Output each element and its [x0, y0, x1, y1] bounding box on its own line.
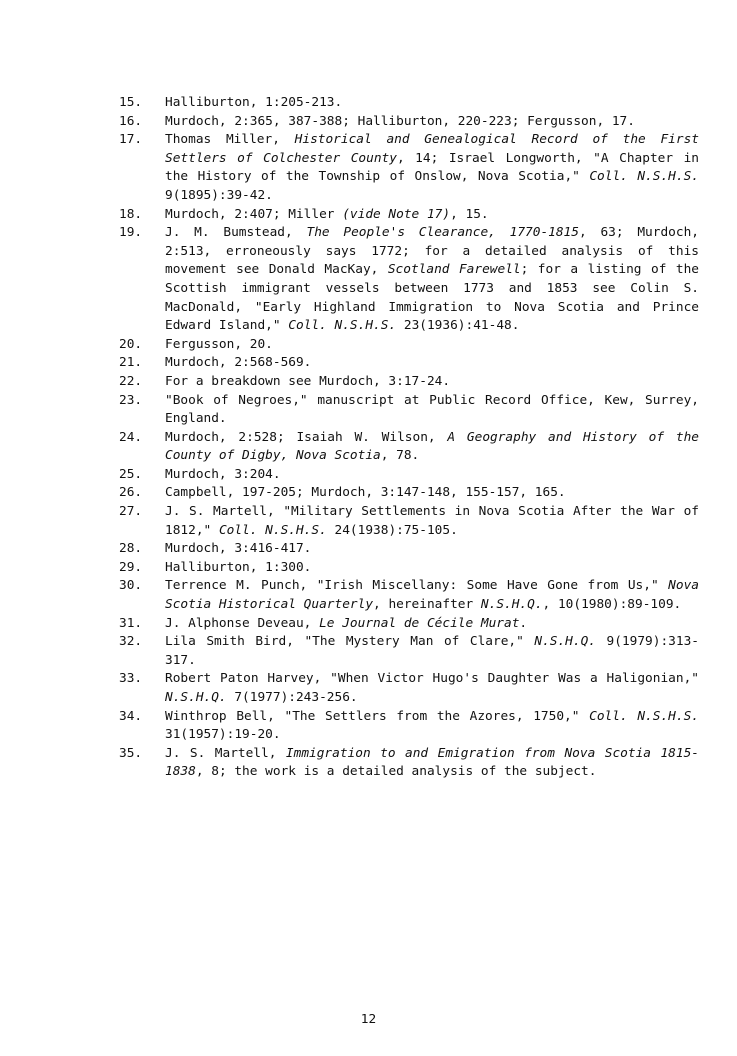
endnote-number: 23.: [119, 392, 143, 408]
endnote-text: [165, 503, 699, 540]
endnote-number: 21.: [119, 355, 143, 371]
endnote-item: [119, 484, 699, 503]
endnote-item: [119, 670, 699, 707]
italic-title: N.S.H.Q.: [534, 634, 596, 650]
endnote-text: [165, 559, 699, 578]
italic-title: Immigration to and Emigration from Nova Scotia 1815-1838: [165, 745, 699, 780]
italic-title: N.S.H.Q.: [480, 597, 543, 613]
citation-text: Murdoch, 2:568-569.: [165, 355, 312, 371]
endnote-number: 25.: [119, 466, 143, 482]
citation-text: J. S. Martell, "Military Settlements in Nova Scotia After the War of 1812,": [165, 504, 699, 538]
endnote-number: 34.: [119, 708, 143, 724]
citation-text: 24(1938):75-105.: [326, 522, 458, 538]
citation-text: Thomas Miller,: [165, 132, 295, 148]
endnote-text: [165, 336, 699, 355]
italic-title: Coll. N.S.H.S.: [589, 708, 699, 724]
endnote-number: 28.: [119, 541, 143, 557]
endnote-item: [119, 559, 699, 578]
citation-text: Terrence M. Punch, "Irish Miscellany: Some Have Gone from Us,": [165, 578, 669, 594]
endnote-number: 19.: [119, 225, 143, 241]
endnote-text: [165, 670, 699, 707]
endnote-number: 35.: [119, 745, 143, 761]
citation-text: Winthrop Bell, "The Settlers from the Azores, 1750,": [165, 708, 590, 724]
italic-title: A Geography and History of the County of Digby, Nova Scotia: [165, 429, 699, 464]
citation-text: J. Alphonse Deveau,: [165, 615, 320, 631]
citation-text: Murdoch, 2:407; Miller: [165, 206, 343, 222]
endnote-text: [165, 540, 699, 559]
endnote-text: [165, 466, 699, 485]
endnote-number: 29.: [119, 559, 143, 575]
endnote-item: [119, 336, 699, 355]
italic-title: Le Journal de Cécile Murat: [319, 615, 520, 631]
citation-text: "Book of Negroes," manuscript at Public Record Office, Kew, Surrey, England.: [165, 392, 699, 427]
endnote-number: 22.: [119, 373, 143, 389]
endnote-item: [119, 615, 699, 634]
citation-text: 31(1957):19-20.: [165, 727, 281, 743]
endnote-item: [119, 633, 699, 670]
endnote-number: 15.: [119, 95, 143, 110]
endnote-text: [165, 615, 699, 634]
citation-text: , 8; the work is a detailed analysis of the subject.: [195, 764, 597, 780]
citation-text: Campbell, 197-205; Murdoch, 3:147-148, 155-157, 165.: [165, 485, 566, 501]
endnote-item: [119, 206, 699, 225]
endnote-item: [119, 224, 699, 336]
endnote-number: 26.: [119, 485, 143, 501]
page-number: 12: [360, 1012, 377, 1027]
endnote-text: [165, 113, 699, 132]
endnote-item: [119, 540, 699, 559]
endnote-text: [165, 392, 699, 429]
endnote-text: [165, 429, 699, 466]
endnotes-list: [119, 94, 699, 782]
endnote-number: 16.: [119, 113, 143, 129]
citation-text: Murdoch, 2:365, 387-388; Halliburton, 220-223; Fergusson, 17.: [165, 113, 635, 129]
italic-title: N.S.H.Q.: [165, 690, 227, 705]
citation-text: Murdoch, 3:204.: [165, 466, 281, 482]
citation-text: 23(1936):41-48.: [396, 318, 520, 334]
citation-text: , 78.: [380, 448, 420, 464]
endnote-item: [119, 745, 699, 782]
endnote-text: [165, 354, 699, 373]
citation-text: Murdoch, 3:416-417.: [165, 541, 312, 557]
citation-text: Fergusson, 20.: [165, 336, 273, 352]
endnote-text: [165, 131, 699, 205]
endnote-item: [119, 392, 699, 429]
endnote-number: 20.: [119, 336, 143, 352]
italic-title: The People's Clearance, 1770-1815: [306, 225, 579, 241]
italic-title: (vide Note 17): [342, 206, 451, 222]
citation-text: Halliburton, 1:205-213.: [165, 95, 343, 110]
citation-text: J. M. Bumstead,: [165, 225, 307, 241]
citation-text: , hereinafter: [373, 597, 481, 613]
endnote-number: 18.: [119, 206, 143, 222]
citation-text: , 14; Israel Longworth, "A Chapter in the History of the Township of Onslow, Nova Scotia,": [165, 150, 699, 185]
endnote-number: 31.: [119, 615, 143, 631]
citation-text: Halliburton, 1:300.: [165, 559, 312, 575]
endnote-text: [165, 484, 699, 503]
endnote-text: [165, 708, 699, 745]
italic-title: Coll. N.S.H.S.: [288, 318, 397, 334]
endnote-text: [165, 745, 699, 782]
citation-text: , 63; Murdoch, 2:513, erroneously says 1772; for a detailed analysis of this movement see Donald MacKay,: [165, 225, 699, 278]
endnote-item: [119, 503, 699, 540]
endnote-item: [119, 373, 699, 392]
endnote-item: [119, 429, 699, 466]
endnote-item: [119, 708, 699, 745]
citation-text: ; for a listing of the Scottish immigrant vessels between 1773 and 1853 see Colin S. MacDonald, "Early Highland Immigration to Nova Scotia and Prince Edward Island,": [165, 262, 699, 334]
endnote-text: [165, 633, 699, 670]
citation-text: J. S. Martell,: [165, 745, 286, 761]
citation-text: Robert Paton Harvey, "When Victor Hugo's Daughter Was a Haligonian,": [165, 671, 699, 687]
italic-title: Historical and Genealogical Record of the First Settlers of Colchester County: [165, 132, 699, 166]
citation-text: .: [519, 615, 528, 631]
endnote-number: 33.: [119, 671, 143, 687]
citation-text: 7(1977):243-256.: [226, 690, 358, 705]
endnote-number: 17.: [119, 132, 143, 148]
endnote-text: [165, 94, 699, 113]
italic-title: Nova Scotia Historical Quarterly: [165, 578, 699, 613]
endnote-item: [119, 466, 699, 485]
citation-text: Murdoch, 2:528; Isaiah W. Wilson,: [165, 429, 448, 445]
endnote-number: 30.: [119, 578, 143, 594]
citation-text: , 10(1980):89-109.: [542, 597, 682, 613]
endnote-item: [119, 577, 699, 614]
citation-text: , 15.: [450, 206, 489, 222]
italic-title: Coll. N.S.H.S.: [589, 169, 699, 185]
endnote-item: [119, 131, 699, 205]
citation-text: Lila Smith Bird, "The Mystery Man of Clare,": [165, 634, 535, 650]
citation-text: For a breakdown see Murdoch, 3:17-24.: [165, 373, 451, 389]
endnote-item: [119, 354, 699, 373]
endnote-item: [119, 113, 699, 132]
citation-text: 9(1895):39-42.: [165, 187, 273, 203]
endnote-text: [165, 206, 699, 225]
endnote-text: [165, 224, 699, 336]
endnote-text: [165, 577, 699, 614]
italic-title: Scotland Farewell: [387, 262, 521, 278]
endnote-number: 24.: [119, 429, 143, 445]
endnote-number: 32.: [119, 634, 143, 650]
endnote-number: 27.: [119, 504, 143, 520]
endnote-item: [119, 94, 699, 113]
endnote-text: [165, 373, 699, 392]
italic-title: Coll. N.S.H.S.: [218, 522, 327, 538]
citation-text: 9(1979):313-317.: [165, 634, 699, 668]
